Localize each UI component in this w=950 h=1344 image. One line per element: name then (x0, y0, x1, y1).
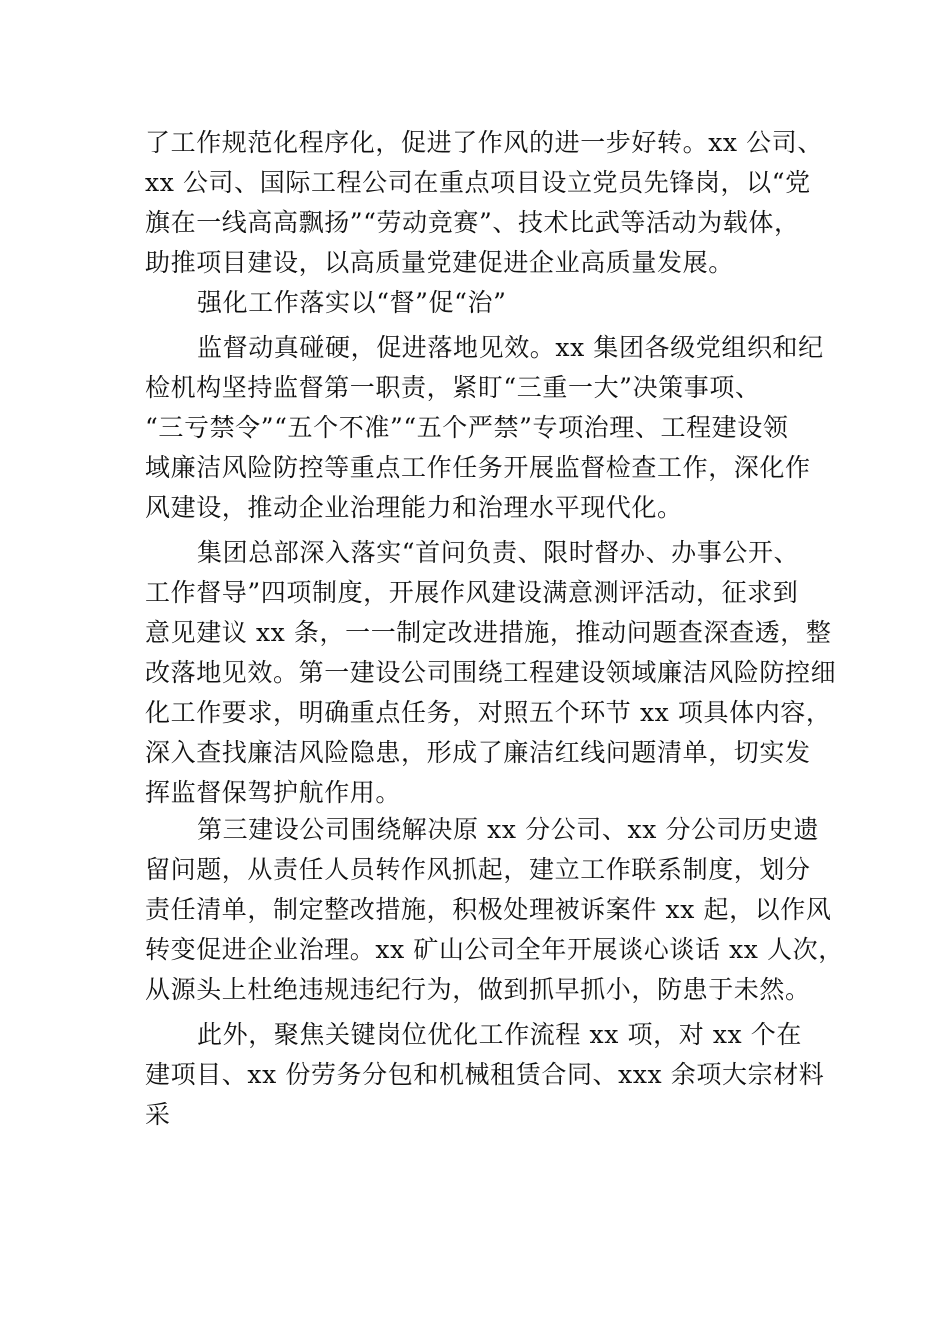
text-line: 改落地见效。第一建设公司围绕工程建设领域廉洁风险防控细 (145, 658, 837, 687)
text-line: 挥监督保驾护航作用。 (145, 778, 402, 807)
text-line: 检机构坚持监督第一职责，紧盯“三重一大”决策事项、 (145, 373, 761, 402)
text-line: 化工作要求，明确重点任务，对照五个环节 xx 项具体内容， (145, 698, 832, 727)
text-line: 第三建设公司围绕解决原 xx 分公司、xx 分公司历史遗 (197, 815, 820, 844)
text-line: 风建设，推动企业治理能力和治理水平现代化。 (145, 493, 683, 522)
text-line: 转变促进企业治理。xx 矿山公司全年开展谈心谈话 xx 人次， (145, 935, 844, 964)
text-line: 域廉洁风险防控等重点工作任务开展监督检查工作，深化作 (145, 453, 811, 482)
text-line: 了工作规范化程序化，促进了作风的进一步好转。xx 公司、 (145, 128, 823, 157)
text-line: 责任清单，制定整改措施，积极处理被诉案件 xx 起，以作风 (145, 895, 832, 924)
text-line: “三亏禁令”“五个不准”“五个严禁”专项治理、工程建设领 (145, 413, 789, 442)
text-line: 从源头上杜绝违规违纪行为，做到抓早抓小，防患于未然。 (145, 975, 811, 1004)
text-line: 采 (145, 1100, 171, 1129)
text-line: 意见建议 xx 条，一一制定改进措施，推动问题查深查透，整 (145, 618, 832, 647)
text-line: xx 公司、国际工程公司在重点项目设立党员先锋岗，以“党 (145, 168, 811, 197)
text-line: 监督动真碰硬，促进落地见效。xx 集团各级党组织和纪 (197, 333, 824, 362)
section-heading: 强化工作落实以“督”促“治” (197, 288, 507, 317)
text-line: 建项目、xx 份劳务分包和机械租赁合同、xxx 余项大宗材料 (145, 1060, 825, 1089)
text-line: 留问题，从责任人员转作风抓起，建立工作联系制度，划分 (145, 855, 811, 884)
text-line: 此外，聚焦关键岗位优化工作流程 xx 项，对 xx 个在 (197, 1020, 802, 1049)
text-line: 集团总部深入落实“首问负责、限时督办、办事公开、 (197, 538, 800, 567)
text-line: 工作督导”四项制度，开展作风建设满意测评活动，征求到 (145, 578, 799, 607)
text-line: 旗在一线高高飘扬”“劳动竞赛”、技术比武等活动为载体， (145, 208, 800, 237)
text-line: 助推项目建设，以高质量党建促进企业高质量发展。 (145, 248, 734, 277)
text-line: 深入查找廉洁风险隐患，形成了廉洁红线问题清单，切实发 (145, 738, 811, 767)
